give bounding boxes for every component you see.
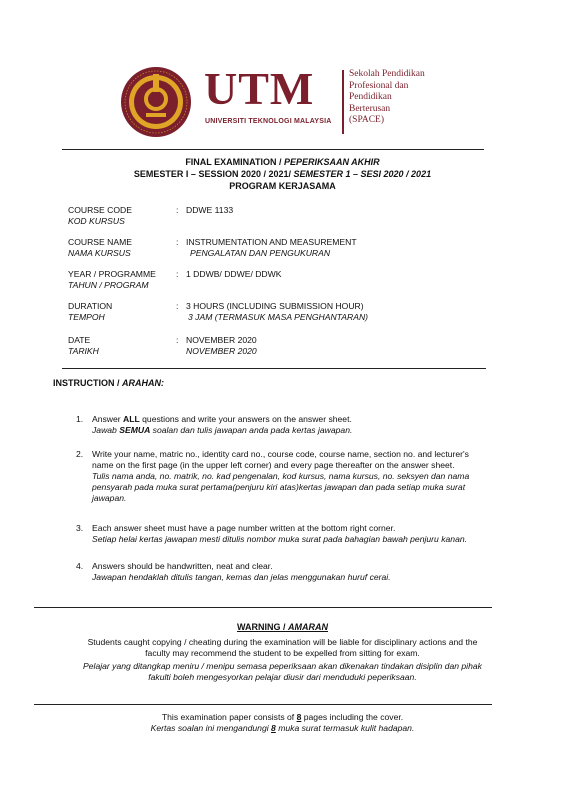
warning-text: Students caught copying / cheating during the examination will be liable for disciplinary actions and the faculty may recommend the student to be expelled from sitting for exam. Pelajar yang ditangkap meniru / menipu semasa peperiksaan akan dikenakan tindakan disiplin dan pihak fakulti boleh mengesyorkan pelajar diusir dari menduduki peperiksaan.	[83, 637, 482, 682]
instruction-item: Write your name, matric no., identity card no., course code, course name, section no. and lecturer's name on the first page (in the upper left corner) and every page thereafter on the answer sheet. Tulis nama anda, no. matrik, no. kad pengenalan, kod kursus, nama kursus, no. seksyen dan nama pensyarah pada muka surat pertama(penjuru kiri atas)kertas jawapan dan pada setiap muka surat jawapan.	[92, 449, 470, 503]
info-label: DURATION TEMPOH	[68, 301, 113, 322]
space-line: Profesional dan	[349, 80, 409, 91]
instruction-heading: INSTRUCTION / ARAHAN:	[53, 378, 164, 388]
page-count: This examination paper consists of 8 pages including the cover. Kertas soalan ini mengandungi 8 muka surat termasuk kulit hadapan.	[150, 712, 415, 733]
info-colon: :	[176, 269, 179, 279]
info-colon: :	[176, 205, 179, 215]
space-line: Sekolah Pendidikan	[349, 69, 425, 79]
info-value: INSTRUMENTATION AND MEASUREMENT PENGALATAN DAN PENGUKURAN	[186, 237, 357, 258]
info-value: NOVEMBER 2020 NOVEMBER 2020	[186, 335, 257, 356]
info-colon: :	[176, 335, 179, 345]
warning-top-rule	[34, 607, 492, 608]
exam-title: FINAL EXAMINATION / PEPERIKSAAN AKHIR	[185, 157, 380, 167]
info-rule	[62, 368, 486, 369]
exam-semester: SEMESTER I – SESSION 2020 / 2021/ SEMESTER 1 – SESI 2020 / 2021	[133, 169, 432, 179]
info-label: YEAR / PROGRAMME TAHUN / PROGRAM	[68, 269, 156, 290]
space-line: Pendidikan	[349, 92, 392, 102]
info-label: DATE TARIKH	[68, 335, 99, 356]
exam-program: PROGRAM KERJASAMA	[229, 181, 336, 191]
utm-subtitle: UNIVERSITI TEKNOLOGI MALAYSIA	[205, 118, 332, 125]
instruction-item: Answers should be handwritten, neat and clear. Jawapan hendaklah ditulis tangan, kemas dan jelas menggunakan huruf cerai.	[92, 561, 391, 582]
info-label: COURSE NAME NAMA KURSUS	[68, 237, 132, 258]
info-label: COURSE CODE KOD KURSUS	[68, 205, 132, 226]
instruction-number: 2.	[76, 449, 84, 459]
header-rule	[62, 149, 484, 150]
instruction-item: Answer ALL questions and write your answers on the answer sheet. Jawab SEMUA soalan dan tulis jawapan anda pada kertas jawapan.	[92, 414, 353, 435]
info-value: DDWE 1133	[186, 205, 234, 215]
info-colon: :	[176, 301, 179, 311]
info-colon: :	[176, 237, 179, 247]
header-divider	[342, 70, 344, 134]
instruction-number: 3.	[76, 523, 84, 533]
space-name	[349, 69, 425, 127]
warning-bottom-rule	[34, 704, 492, 705]
utm-seal-logo	[120, 66, 192, 138]
space-line: Berterusan	[349, 103, 391, 114]
info-value: 3 HOURS (INCLUDING SUBMISSION HOUR) 3 JAM (TERMASUK MASA PENGHANTARAN)	[186, 301, 369, 322]
info-value: 1 DDWB/ DDWE/ DDWK	[186, 269, 282, 279]
utm-wordmark: UTM	[204, 63, 315, 114]
instruction-number: 1.	[76, 414, 84, 424]
warning-title: WARNING / AMARAN	[237, 622, 328, 632]
instruction-item: Each answer sheet must have a page number written at the bottom right corner. Setiap helai kertas jawapan mesti ditulis nombor muka surat pada bahagian bawah penjuru kanan.	[92, 523, 468, 544]
instruction-number: 4.	[76, 561, 84, 571]
space-line: (SPACE)	[349, 115, 385, 125]
